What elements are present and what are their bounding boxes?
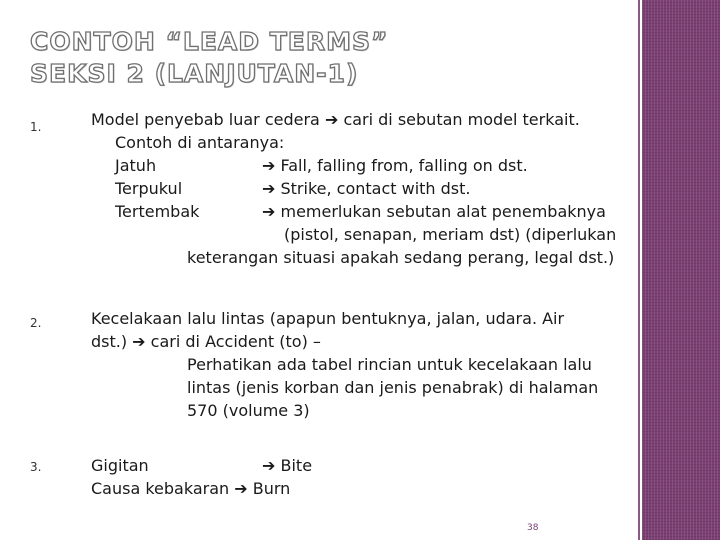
item-1-term-3: Tertembak <box>115 202 200 221</box>
item-2-line-1: Kecelakaan lalu lintas (apapun bentuknya, jalan, udara. Air <box>91 309 565 328</box>
item-3-term: Gigitan <box>91 456 149 475</box>
item-1-line-2: Contoh di antaranya: <box>115 133 285 152</box>
slide-title <box>30 26 388 90</box>
side-divider <box>638 0 640 540</box>
item-2-line-2: dst.) ➔ cari di Accident (to) – <box>91 332 321 351</box>
item-1-desc-2: ➔ Strike, contact with dst. <box>262 179 471 198</box>
item-1-continuation-1: (pistol, senapan, meriam dst) (diperlukan <box>284 225 617 244</box>
page-number: 38 <box>527 523 539 533</box>
title-line-2: SEKSI 2 (LANJUTAN-1) <box>30 59 359 88</box>
item-2-note-1: Perhatikan ada tabel rincian untuk kecelakaan lalu <box>187 355 592 374</box>
title-line-1: CONTOH “LEAD TERMS” <box>30 27 389 56</box>
item-number-2: 2. <box>30 316 42 330</box>
item-2-note-2: lintas (jenis korban dan jenis penabrak) di halaman <box>187 378 599 397</box>
item-1-desc-3: ➔ memerlukan sebutan alat penembaknya <box>262 202 606 221</box>
item-1-term-2: Terpukul <box>115 179 183 198</box>
item-number-3: 3. <box>30 460 42 474</box>
side-decoration-bar <box>642 0 720 540</box>
item-2-note-3: 570 (volume 3) <box>187 401 310 420</box>
item-3-line-2: Causa kebakaran ➔ Burn <box>91 479 291 498</box>
item-1-desc-1: ➔ Fall, falling from, falling on dst. <box>262 156 528 175</box>
item-1-term-1: Jatuh <box>115 156 157 175</box>
item-3-desc: ➔ Bite <box>262 456 313 475</box>
item-number-1: 1. <box>30 120 42 134</box>
item-1-line-1: Model penyebab luar cedera ➔ cari di sebutan model terkait. <box>91 110 580 129</box>
item-1-continuation-2: keterangan situasi apakah sedang perang, legal dst.) <box>187 248 615 267</box>
